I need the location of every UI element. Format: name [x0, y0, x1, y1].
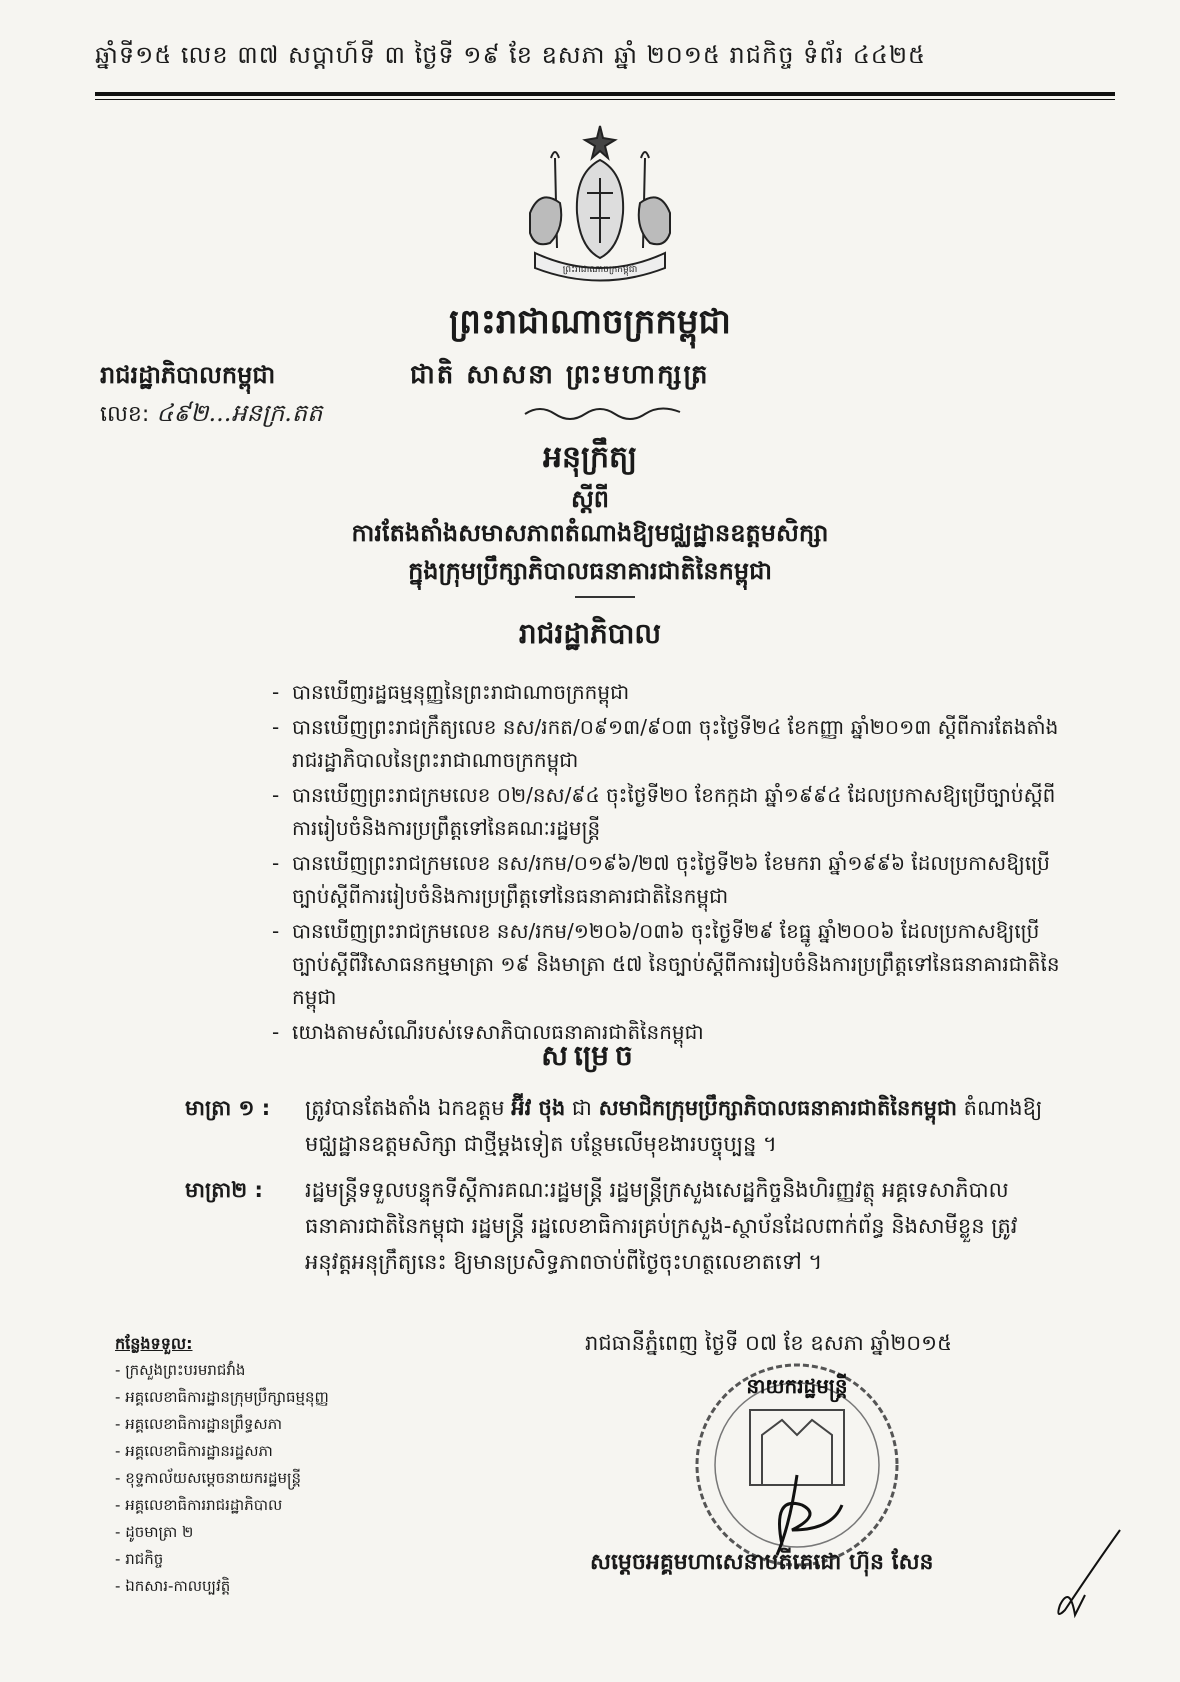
ornament-flourish-icon	[520, 402, 690, 422]
royal-coat-of-arms-icon	[505, 118, 695, 293]
preamble-item: - បានឃើញរដ្ឋធម្មនុញ្ញនៃព្រះរាជាណាចក្រកម្ពុជា	[272, 676, 1062, 709]
seal-title: នាយករដ្ឋមន្ត្រី	[746, 1374, 848, 1398]
signer-name: សម្តេចអគ្គមហាសេនាបតីតេជោ ហ៊ុន សែន	[590, 1550, 934, 1575]
recipient-item: - អគ្គលេខាធិការដ្ឋានព្រឹទ្ធសភា	[115, 1415, 282, 1433]
decision-heading: សម្រេច	[541, 1039, 639, 1072]
kingdom-title: ព្រះរាជាណាចក្រកម្ពុជា	[449, 302, 731, 342]
article-body: រដ្ឋមន្ត្រីទទួលបន្ទុកទីស្តីការគណៈរដ្ឋមន្ត្រី រដ្ឋមន្ត្រីក្រសួងសេដ្ឋកិច្ចនិងហិរញ្ញវត្ថុ អគ្គទេសាភិបាលធនាគារជាតិនៃកម្ពុជា រដ្ឋមន្ត្រី រដ្ឋលេខាធិការគ្រប់ក្រសួង-ស្ថាប័នដែលពាក់ព័ន្ធ និងសាមីខ្លួន ត្រូវអនុវត្តអនុក្រឹត្យនេះ ឱ្យមានប្រសិទ្ធភាពចាប់ពីថ្ងៃចុះហត្ថលេខាតទៅ ។	[305, 1178, 1018, 1274]
recipient-item: - ខុទ្ទកាល័យសម្តេចនាយករដ្ឋមន្ត្រី	[115, 1469, 302, 1487]
preamble-item: - បានឃើញព្រះរាជក្រមលេខ នស/រកម/១២០៦/០៣៦ ចុះថ្ងៃទី២៩ ខែធ្នូ ឆ្នាំ២០០៦ ដែលប្រកាសឱ្យប្រើច្បាប់ស្តីពីវិសោធនកម្មមាត្រា ១៩ និងមាត្រា ៥៧ នៃច្បាប់ស្តីពីការរៀបចំនិងការប្រព្រឹត្តទៅនៃធនាគារជាតិនៃកម្ពុជា	[272, 915, 1062, 1014]
government-name: រាជរដ្ឋាភិបាលកម្ពុជា	[100, 361, 276, 389]
header-rule-thin	[95, 99, 1115, 100]
article-2	[185, 1172, 1055, 1280]
signature-icon	[777, 1475, 842, 1555]
preamble-item: - យោងតាមសំណើរបស់ទេសាភិបាលធនាគារជាតិនៃកម្ពុជា	[272, 1016, 1062, 1049]
appointee-role: សមាជិកក្រុមប្រឹក្សាភិបាលធនាគារជាតិនៃកម្ពុជា	[598, 1096, 957, 1120]
article-text: ត្រូវបានតែងតាំង ឯកឧត្តម	[305, 1096, 505, 1120]
section-divider	[575, 596, 635, 598]
recipient-item: - អគ្គលេខាធិការដ្ឋានរដ្ឋសភា	[115, 1442, 273, 1460]
recipient-item: - ក្រសួងព្រះបរមរាជវាំង	[115, 1361, 246, 1379]
margin-initial-icon	[1045, 1525, 1125, 1625]
preamble-item: - បានឃើញព្រះរាជក្រមលេខ នស/រកម/០១៩៦/២៧ ចុះថ្ងៃទី២៦ ខែមករា ឆ្នាំ១៩៩៦ ដែលប្រកាសឱ្យប្រើច្បាប់ស្តីពីការរៀបចំនិងការប្រព្រឹត្តទៅនៃធនាគារជាតិនៃកម្ពុជា	[272, 847, 1062, 913]
article-1	[185, 1090, 1055, 1162]
recipients-list	[115, 1330, 329, 1600]
subject-line-1: ការតែងតាំងសមាសភាពតំណាងឱ្យមជ្ឈដ្ឋានឧត្តមសិក្សា	[351, 519, 829, 547]
reference-value: ៤៩២...អនក្រ.តត	[156, 399, 323, 427]
document-type: អនុក្រឹត្យ	[542, 440, 638, 475]
national-motto: ជាតិ សាសនា ព្រះមហាក្សត្រ	[410, 360, 710, 390]
official-seal-icon	[672, 1355, 922, 1575]
preamble-item: - បានឃើញព្រះរាជក្រមលេខ ០២/នស/៩៤ ចុះថ្ងៃទី២០ ខែកក្កដា ឆ្នាំ១៩៩៤ ដែលប្រកាសឱ្យប្រើច្បាប់ស្តីពីការរៀបចំនិងការប្រព្រឹត្តទៅនៃគណៈរដ្ឋមន្ត្រី	[272, 779, 1062, 845]
reference-label: លេខ:	[100, 402, 150, 427]
header-rule	[95, 92, 1115, 96]
appointee-name: អ៊ីវ ថុង	[511, 1096, 566, 1120]
article-text: តំណាងឱ្យមជ្ឈដ្ឋានឧត្តមសិក្សា ជាថ្មីម្តងទៀត បន្ថែមលើមុខងារបច្ចុប្បន្ន ។	[305, 1096, 1043, 1156]
article-label: មាត្រា២ :	[185, 1178, 263, 1202]
recipient-item: - អគ្គលេខាធិការរាជរដ្ឋាភិបាល	[115, 1496, 283, 1514]
emblem-inscription: ព្រះរាជាណាចក្រកម្ពុជា	[562, 265, 638, 275]
gazette-header: ឆ្នាំទី១៥ លេខ ៣៧ សប្តាហ៍ទី ៣ ថ្ងៃទី ១៩ ខែ ឧសភា ឆ្នាំ ២០១៥ រាជកិច្ច ទំព័រ ៤៤២៥	[95, 41, 926, 69]
issuer-heading: រាជរដ្ឋាភិបាល	[518, 617, 662, 650]
article-label: មាត្រា ១ :	[185, 1096, 271, 1120]
recipient-item: - រាជកិច្ច	[115, 1550, 164, 1568]
preamble-item: - បានឃើញព្រះរាជក្រឹត្យលេខ នស/រកត/០៩១៣/៩០៣ ចុះថ្ងៃទី២៤ ខែកញ្ញា ឆ្នាំ២០១៣ ស្តីពីការតែងតាំងរាជរដ្ឋាភិបាលនៃព្រះរាជាណាចក្រកម្ពុជា	[272, 711, 1062, 777]
reference-number	[100, 398, 322, 433]
recipient-item: - ដូចមាត្រា ២	[115, 1523, 194, 1541]
recipient-item: - ឯកសារ-កាលប្បវត្តិ	[115, 1577, 231, 1595]
recipients-heading: កន្លែងទទួល:	[115, 1334, 193, 1353]
article-body	[305, 1090, 1055, 1162]
subject-line-2: ក្នុងក្រុមប្រឹក្សាភិបាលធនាគារជាតិនៃកម្ពុជា	[408, 557, 772, 585]
about-label: ស្តីពី	[570, 485, 610, 513]
recipient-item: - អគ្គលេខាធិការដ្ឋានក្រុមប្រឹក្សាធម្មនុញ្ញ	[115, 1388, 329, 1406]
article-text: ជា	[571, 1096, 592, 1120]
place-and-date: រាជធានីភ្នំពេញ ថ្ងៃទី ០៧ ខែ ឧសភា ឆ្នាំ២០១៥	[585, 1331, 952, 1355]
preamble-list	[272, 676, 1062, 1051]
